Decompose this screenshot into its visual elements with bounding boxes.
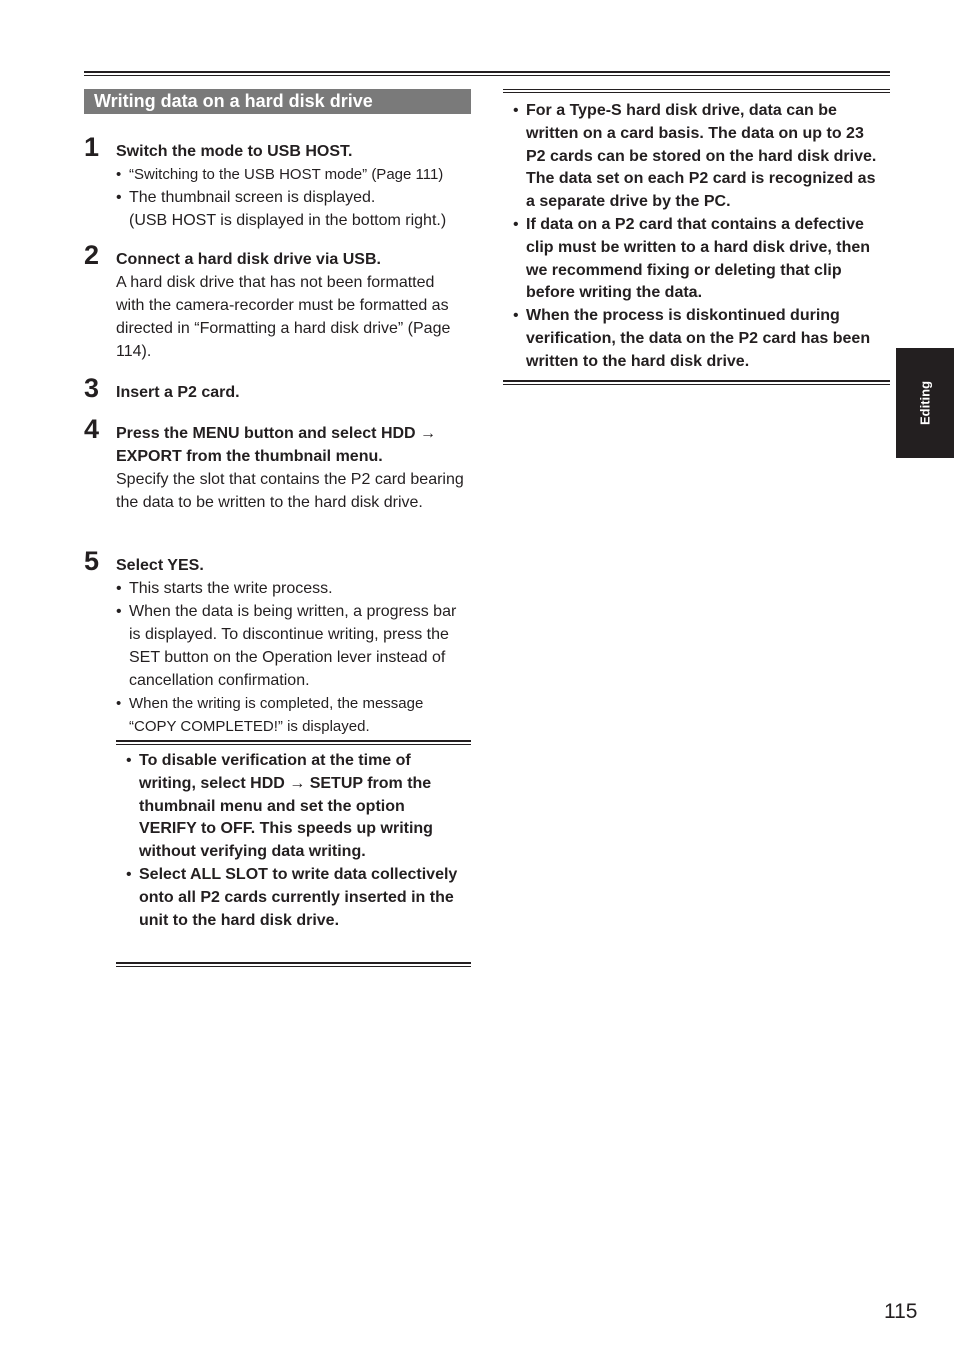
note-bullet: • If data on a P2 card that contains a defective clip must be written to a hard disk drive, then we recommend fixing or deleting that clip before writing the data. (513, 214, 878, 305)
step-heading: Press the MENU button and select HDD → EXPORT from the thumbnail menu. (116, 425, 437, 465)
step-heading: Connect a hard disk drive via USB. (116, 251, 381, 268)
note-right (513, 100, 878, 374)
step-bullet-continuation: (USB HOST is displayed in the bottom right.) (129, 212, 447, 229)
note-right-top-rule (503, 89, 890, 93)
step-bullet: • The thumbnail screen is displayed. (116, 186, 474, 209)
step-number: 3 (84, 373, 100, 403)
note-left (126, 750, 466, 932)
step-text: A hard disk drive that has not been formatted with the camera-recorder must be formatted as directed in “Formatting a hard disk drive” (Page 114). (116, 274, 451, 360)
note-bullet: • Select ALL SLOT to write data collectively onto all P2 cards currently inserted in the unit to the hard disk drive. (126, 864, 466, 932)
note-left-bottom-rule (116, 962, 471, 967)
step-1 (84, 132, 474, 232)
note-bullet: • To disable verification at the time of writing, select HDD → SETUP from the thumbnail menu and set the option VERIFY to OFF. This speeds up writing without verifying data writing. (126, 750, 466, 864)
step-number: 1 (84, 132, 100, 162)
step-bullet: • This starts the write process. (116, 577, 466, 600)
top-rule-left (84, 71, 890, 76)
step-3 (84, 373, 474, 404)
step-text: Specify the slot that contains the P2 card bearing the data to be written to the hard disk drive. (116, 471, 464, 511)
step-heading: Select YES. (116, 557, 204, 574)
side-tab-label: Editing (917, 380, 933, 426)
step-heading: Insert a P2 card. (116, 384, 240, 401)
step-number: 5 (84, 546, 100, 576)
step-2 (84, 240, 474, 363)
note-left-top-rule (116, 740, 471, 745)
section-title: Writing data on a hard disk drive (84, 89, 471, 114)
note-bullet: • When the process is diskontinued during verification, the data on the P2 card has been written to the hard disk drive. (513, 305, 878, 373)
step-4 (84, 414, 474, 514)
step-bullet: • When the data is being written, a progress bar is displayed. To discontinue writing, press the SET button on the Operation lever instead of cancellation confirmation. (116, 600, 466, 692)
step-heading: Switch the mode to USB HOST. (116, 143, 353, 160)
note-right-bottom-rule (503, 380, 890, 385)
step-5 (84, 546, 474, 738)
note-bullet: • For a Type-S hard disk drive, data can be written on a card basis. The data on up to 23 P2 cards can be stored on the hard disk drive. The data set on each P2 card is recognized as a separate drive by the PC. (513, 100, 878, 214)
step-number: 2 (84, 240, 100, 270)
step-number: 4 (84, 414, 100, 444)
step-bullet: • “Switching to the USB HOST mode” (Page 111) (116, 163, 474, 186)
side-tab-editing (896, 348, 954, 458)
page-number: 115 (884, 1300, 918, 1323)
step-bullet: • When the writing is completed, the message “COPY COMPLETED!” is displayed. (116, 692, 466, 738)
